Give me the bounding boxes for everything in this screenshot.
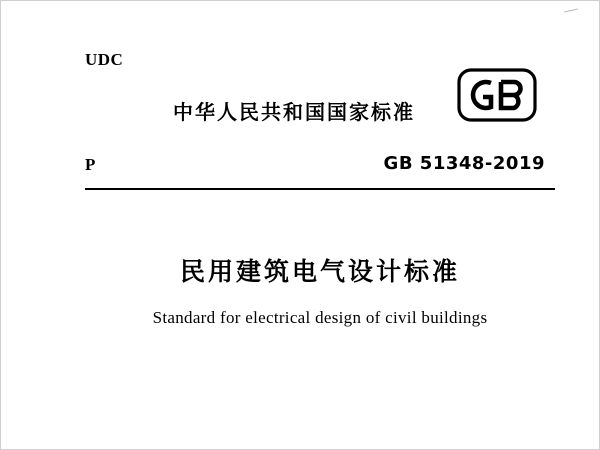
udc-label: UDC — [85, 50, 124, 69]
title-english: Standard for electrical design of civil buildings — [152, 308, 488, 327]
scan-artifact-mark — [564, 9, 578, 13]
standard-number: GB 51348-2019 — [383, 153, 545, 174]
national-standard-heading: 中华人民共和国国家标准 — [173, 100, 415, 124]
cover-content — [85, 0, 555, 450]
title-chinese: 民用建筑电气设计标准 — [179, 257, 460, 286]
horizontal-rule — [85, 188, 555, 190]
gb-emblem-icon — [457, 68, 537, 122]
category-mark: P — [85, 155, 96, 174]
